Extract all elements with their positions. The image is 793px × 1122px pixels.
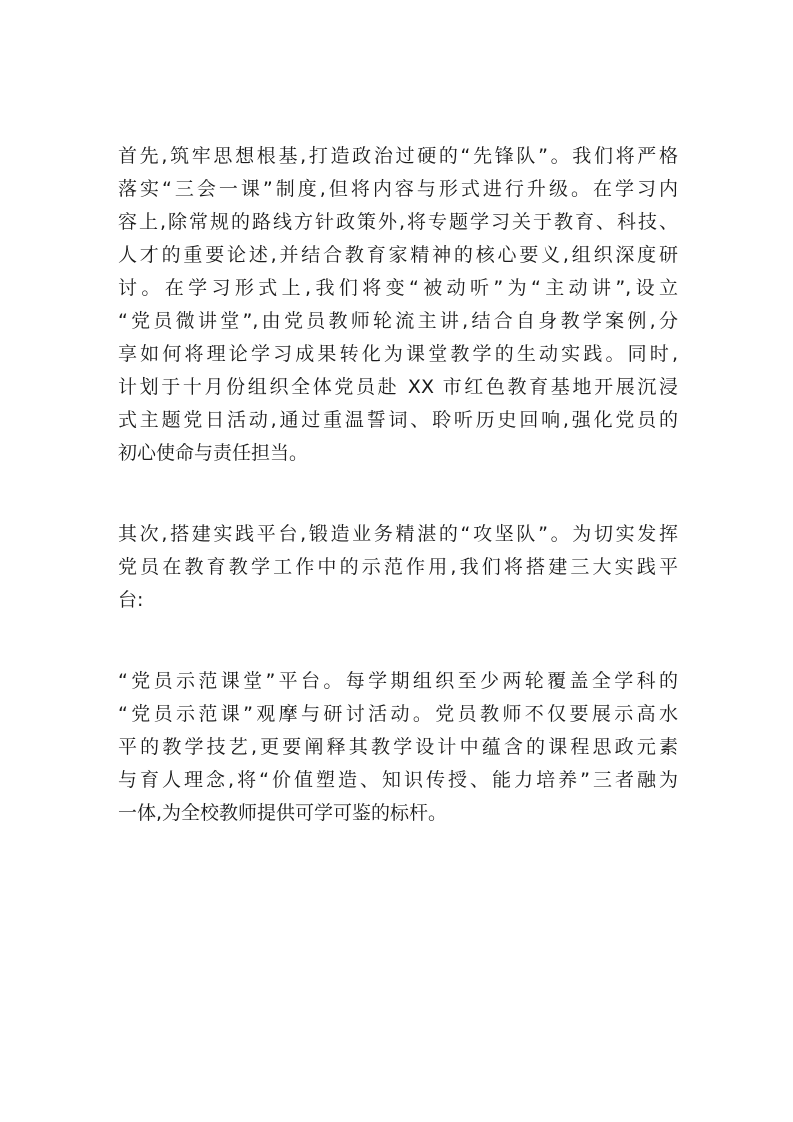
text-line: 平的教学技艺,更要阐释其教学设计中蕴含的课程思政元素 <box>118 736 678 758</box>
text-line: 享如何将理论学习成果转化为课堂教学的生动实践。同时, <box>118 343 678 365</box>
text-line: 与育人理念,将“价值塑造、知识传授、能力培养”三者融为 <box>118 769 678 791</box>
text-line: 台: <box>118 589 144 611</box>
text-line: 容上,除常规的路线方针政策外,将专题学习关于教育、科技、 <box>118 211 678 233</box>
text-line: 党员在教育教学工作中的示范作用,我们将搭建三大实践平 <box>118 556 678 578</box>
text-line: 式主题党日活动,通过重温誓词、聆听历史回响,强化党员的 <box>118 409 678 431</box>
text-line: “党员微讲堂”,由党员教师轮流主讲,结合自身教学案例,分 <box>118 310 678 332</box>
paragraph-practice-platform <box>118 518 678 617</box>
text-line: 计划于十月份组织全体党员赴 XX 市红色教育基地开展沉浸 <box>118 376 678 398</box>
paragraph-demonstration-classroom <box>118 665 678 830</box>
text-line: 一体,为全校教师提供可学可鉴的标杆。 <box>118 802 448 824</box>
paragraph-ideological-foundation <box>118 140 678 470</box>
text-line: 讨。在学习形式上,我们将变“被动听”为“主动讲”,设立 <box>118 277 678 299</box>
text-line: 人才的重要论述,并结合教育家精神的核心要义,组织深度研 <box>118 244 678 266</box>
text-line: 其次,搭建实践平台,锻造业务精湛的“攻坚队”。为切实发挥 <box>118 523 678 545</box>
text-line: 落实“三会一课”制度,但将内容与形式进行升级。在学习内 <box>118 178 678 200</box>
paragraph-spacer <box>118 470 678 518</box>
paragraph-spacer <box>118 617 678 665</box>
text-line: “党员示范课堂”平台。每学期组织至少两轮覆盖全学科的 <box>118 670 678 692</box>
text-line: 首先,筑牢思想根基,打造政治过硬的“先锋队”。我们将严格 <box>118 145 678 167</box>
text-line: 初心使命与责任担当。 <box>118 442 309 464</box>
document-body <box>118 140 678 830</box>
text-line: “党员示范课”观摩与研讨活动。党员教师不仅要展示高水 <box>118 703 678 725</box>
